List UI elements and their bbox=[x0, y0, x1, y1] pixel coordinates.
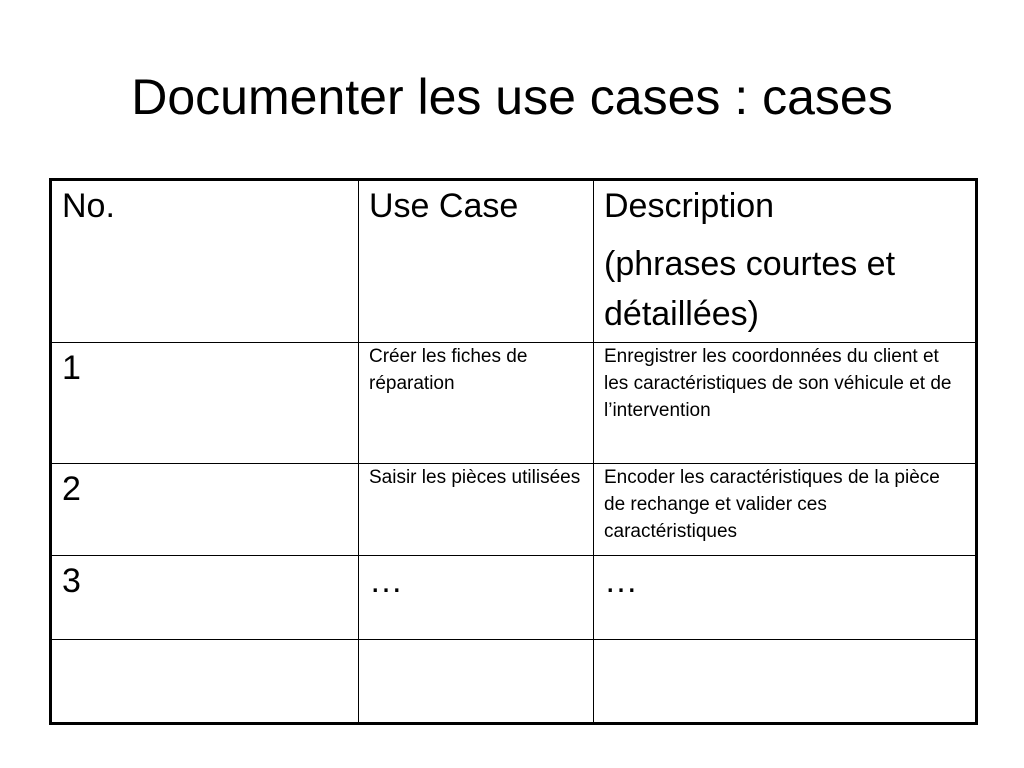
row-no: 2 bbox=[62, 470, 81, 508]
row-use-case: Saisir les pièces utilisées bbox=[369, 467, 581, 488]
header-use-case-label: Use Case bbox=[369, 187, 519, 225]
row-no: 3 bbox=[62, 562, 81, 600]
table-row bbox=[51, 556, 977, 640]
table-row bbox=[51, 343, 977, 464]
row-use-case-cell bbox=[359, 556, 594, 640]
row-no-cell bbox=[51, 556, 359, 640]
header-no-label: No. bbox=[62, 187, 115, 225]
row-use-case: … bbox=[369, 562, 403, 600]
row-description: Enregistrer les coordonnées du client et les caractéristiques de son véhicule et de l’intervention bbox=[604, 346, 952, 421]
header-cell-use-case bbox=[359, 180, 594, 343]
row-no-cell bbox=[51, 640, 359, 724]
row-use-case: Créer les fiches de réparation bbox=[369, 346, 528, 394]
row-description-cell bbox=[594, 343, 977, 464]
use-cases-table bbox=[49, 178, 978, 725]
table-row-empty bbox=[51, 640, 977, 724]
slide-title: Documenter les use cases : cases bbox=[131, 69, 893, 125]
header-description-note: (phrases courtes et détaillées) bbox=[604, 245, 896, 333]
row-no-cell bbox=[51, 464, 359, 556]
row-use-case-cell bbox=[359, 640, 594, 724]
header-description-label: Description bbox=[604, 187, 775, 225]
row-use-case-cell bbox=[359, 343, 594, 464]
row-no: 1 bbox=[62, 349, 81, 387]
row-no-cell bbox=[51, 343, 359, 464]
row-description-cell bbox=[594, 640, 977, 724]
row-use-case-cell bbox=[359, 464, 594, 556]
header-cell-description bbox=[594, 180, 977, 343]
row-description-cell bbox=[594, 556, 977, 640]
header-cell-no bbox=[51, 180, 359, 343]
row-description: … bbox=[604, 562, 638, 600]
table-header-row bbox=[51, 180, 977, 343]
row-description-cell bbox=[594, 464, 977, 556]
table-row bbox=[51, 464, 977, 556]
row-description: Encoder les caractéristiques de la pièce de rechange et valider ces caractéristiques bbox=[604, 467, 940, 542]
